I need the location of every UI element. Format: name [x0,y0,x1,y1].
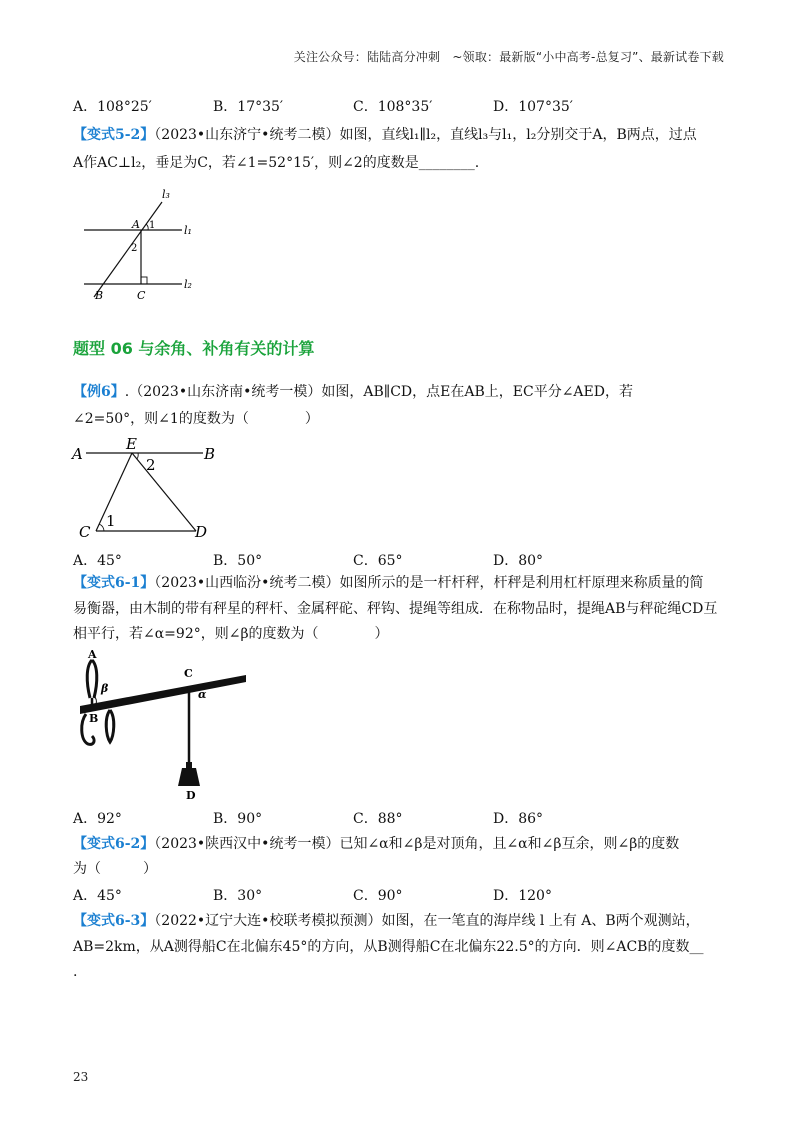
q61-tag: 【变式6-1】 [73,575,155,591]
page-number: 23 [73,1070,89,1084]
option-a: A．45° [73,553,122,569]
ex6-line1 [73,382,633,402]
label-one: 1 [106,512,116,530]
label-two: 2 [146,456,156,474]
figure-triangle [68,437,228,545]
label-l3: l₃ [162,188,170,201]
q52-tag: 【变式5-2】 [73,127,155,143]
option-c: C．65° [353,553,403,569]
q52-text1: （2023•山东济宁•统考二模）如图，直线l₁∥l₂，直线l₃与l₁，l₂分别交于A，B两点，过点 [154,127,697,143]
q62-options [73,885,723,905]
line-l3 [94,202,162,297]
lower-loop [106,710,114,742]
label-b: B [95,289,104,302]
option-d: D．80° [493,553,544,569]
label-a: A [132,218,140,231]
label-c: C [79,523,91,541]
label-b: B [89,712,99,725]
option-c: C．90° [353,888,403,904]
q63-tag: 【变式6-3】 [73,913,155,929]
label-c: C [137,289,146,302]
label-l1: l₁ [184,224,192,237]
option-d: D．120° [493,888,552,904]
label-l2: l₂ [184,278,192,291]
option-d: D．107°35′ [493,99,573,115]
hook-a [87,660,97,698]
label-d: D [186,789,196,802]
label-beta: β [101,682,109,695]
q61-text1: （2023•山西临汾•统考二模）如图所示的是一杆杆秤，杆秤是利用杠杆原理来称质量的简 [154,575,704,591]
option-a: A．92° [73,811,122,827]
q52-line2: A作AC⊥l₂，垂足为C，若∠1=52°15′，则∠2的度数是________. [73,155,480,171]
q62-text1: （2023•陕西汉中•统考一模）已知∠α和∠β是对顶角，且∠α和∠β互余，则∠β的度数 [154,836,680,852]
weight [186,762,192,768]
label-b: B [204,445,216,463]
segment-ed [132,453,196,531]
label-two: 2 [131,243,138,254]
q61-line3: 相平行，若∠α=92°，则∠β的度数为（ ） [73,626,389,642]
q63-line3: . [73,964,78,980]
q0-options [73,96,723,116]
ex6-text1: .（2023•山东济南•统考一模）如图，AB∥CD，点E在AB上，EC平分∠AED，若 [124,384,633,400]
q61-line2: 易衡器，由木制的带有秤星的秤杆、金属秤砣、秤钩、提绳等组成．在称物品时，提绳AB与秤砣绳CD互 [73,601,718,617]
option-b: B．50° [213,553,263,569]
q63-line2: AB=2km，从A测得船C在北偏东45°的方向，从B测得船C在北偏东22.5°的方向．则∠ACB的度数__ [73,939,704,955]
weight-body [178,768,200,786]
page-header: 关注公众号：陆陆高分冲刺 ~领取：最新版“小中高考-总复习”、最新试卷下载 [293,50,724,64]
label-a: A [72,445,83,463]
q62-tag: 【变式6-2】 [73,836,155,852]
option-d: D．86° [493,811,544,827]
label-one: 1 [149,220,156,231]
option-c: C．108°35′ [353,99,433,115]
option-a: A．108°25′ [73,99,152,115]
figure-parallel-lines [80,185,210,305]
ex6-options [73,550,723,570]
option-b: B．30° [213,888,263,904]
ex6-line2: ∠2=50°，则∠1的度数为（ ） [73,411,319,427]
q61-options [73,808,723,828]
label-c: C [184,667,193,680]
label-d: D [195,523,208,541]
option-c: C．88° [353,811,403,827]
q62-line1 [73,834,679,854]
option-b: B．90° [213,811,263,827]
right-angle-mark [141,277,147,284]
label-alpha: α [198,688,207,701]
q63-text1: （2022•辽宁大连•校联考模拟预测）如图，在一笔直的海岸线 l 上有 A、B两个观测站， [154,913,700,929]
q61-line1 [73,573,703,593]
ex6-tag: 【例6】 [73,384,125,400]
figure-steelyard [74,648,254,803]
q63-line1 [73,911,700,931]
option-a: A．45° [73,888,122,904]
option-b: B．17°35′ [213,99,284,115]
label-a: A [88,648,97,661]
label-e: E [126,437,137,453]
section-title: 题型 06 与余角、补角有关的计算 [73,339,315,358]
q62-line2: 为（ ） [73,861,157,877]
q52-line1 [73,125,697,145]
